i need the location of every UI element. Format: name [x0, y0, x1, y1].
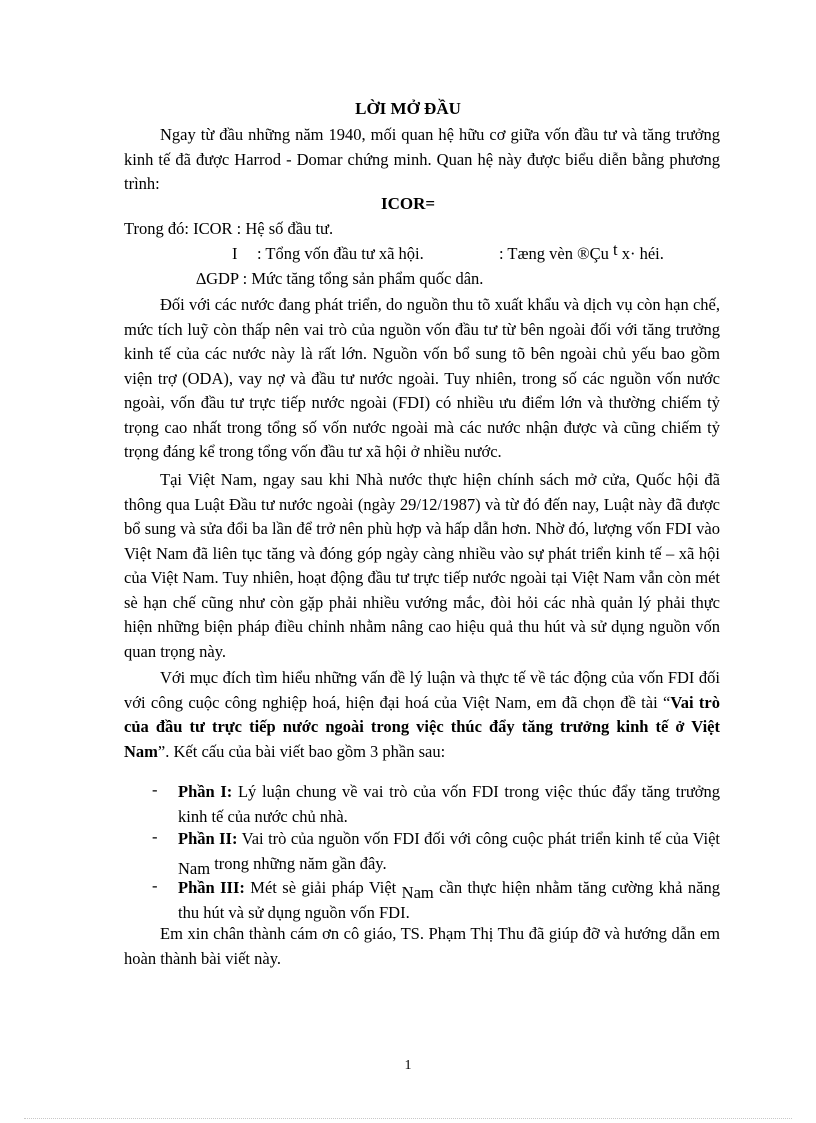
closing-paragraph: Em xin chân thành cám ơn cô giáo, TS. Phạm Thị Thu đã giúp đỡ và hướng dẫn em hoàn thành bài viết này. — [124, 924, 720, 968]
part-2-text-after: trong những năm gần đây. — [210, 853, 387, 873]
intro-paragraph: Ngay từ đầu những năm 1940, mối quan hệ hữu cơ giữa vốn đầu tư và tăng trưởng kinh tế đã được Harrod - Domar chứng minh. Quan hệ này được biểu diễn bằng phương trình: — [124, 125, 720, 193]
part-2-dash: - — [152, 827, 158, 846]
part-3-label: Phần III: — [178, 878, 245, 897]
part-3-dash: - — [152, 876, 158, 895]
footer-divider — [24, 1118, 792, 1119]
thesis-topic: Vai trò của đầu tư trực tiếp nước ngoài trong việc thúc đẩy tăng trưởng kinh tế ở Việt Nam — [124, 692, 720, 761]
page-title: LỜI MỞ ĐẦU — [355, 99, 461, 118]
garbled-definition — [499, 240, 664, 264]
part-2-text-sub: Nam — [178, 858, 211, 878]
purpose-before: Với mục đích tìm hiểu những vấn đề lý luận và thực tế về tác động của vốn FDI đối với công cuộc công nghiệp hoá, hiện đại hoá của Việt Nam, em đã chọn đề tài “ — [124, 668, 720, 712]
paragraph-vietnam-fdi: Tại Việt Nam, ngay sau khi Nhà nước thực hiện chính sách mở cửa, Quốc hội đã thông qua Luật Đầu tư nước ngoài (ngày 29/12/1987) và từ đó đến nay, Luật này đã được bổ sung và sửa đổi ba lần để trở nên phù hợp và hấp dẫn hơn. Nhờ đó, lượng vốn FDI vào Việt Nam đã liên tục tăng và đóng góp ngày càng nhiều vào sự phát triển kinh tế – xã hội của Việt Nam. Tuy nhiên, hoạt động đầu tư trực tiếp nước ngoài tại Việt Nam vẫn còn mét sè hạn chế cũng như còn gặp phải nhiều vướng mắc, đòi hỏi các nhà quản lý phải thực hiện những biện pháp điều chỉnh nhằm nâng cao hiệu quả thu hút và sử dụng nguồn vốn quan trọng này. — [124, 470, 720, 661]
part-1-label: Phần I: — [178, 782, 233, 801]
i-definition: : Tổng vốn đầu tư xã hội. — [257, 244, 424, 263]
icor-formula: ICOR= — [380, 194, 436, 213]
page-number: 1 — [404, 1058, 412, 1073]
part-1-text: Lý luận chung về vai trò của vốn FDI trong việc thúc đẩy tăng trưởng kinh tế của nước chủ nhà. — [178, 782, 720, 826]
gdp-definition: ∆GDP : Mức tăng tổng sản phẩm quốc dân. — [196, 269, 484, 288]
part-1-item — [178, 780, 720, 829]
garbled-prefix: : Tæng vèn ®Çu — [499, 244, 609, 263]
part-2-text-before: Vai trò của nguồn vốn FDI đối với công cuộc phát triển kinh tế của Việt — [237, 829, 720, 848]
part-3-text-sub: Nam — [401, 883, 434, 902]
garbled-suffix: x· héi. — [621, 244, 664, 263]
paragraph-purpose — [124, 666, 720, 764]
part-1-dash: - — [152, 780, 158, 799]
i-symbol: I — [232, 244, 238, 263]
part-3-text-after: cần thực hiện nhằm tăng cường khả năng thu hút và sử dụng nguồn vốn FDI. — [178, 878, 720, 922]
where-label: Trong đó: ICOR : Hệ số đầu tư. — [124, 219, 334, 238]
purpose-after: ”. Kết cấu của bài viết bao gồm 3 phần sau: — [157, 741, 446, 761]
part-3-item — [178, 876, 720, 925]
part-2-item — [178, 827, 720, 876]
garbled-raised: t — [613, 240, 618, 259]
paragraph-developing-countries: Đối với các nước đang phát triển, do nguồn thu tõ xuất khẩu và dịch vụ còn hạn chế, mức tích luỹ còn thấp nên vai trò của nguồn vốn đầu tư từ bên ngoài đối với tăng trưởng kinh tế của các nước này là rất lớn. Nguồn vốn bổ sung tõ bên ngoài chủ yếu bao gồm viện trợ (ODA), vay nợ và đầu tư nước ngoài. Tuy nhiên, trong số các nguồn vốn nước ngoài, vốn đầu tư trực tiếp nước ngoài (FDI) có nhiều ưu điểm lớn và thường chiếm tỷ trọng cao nhất trong tổng số vốn nước ngoài mà các nước nhận được và cũng chiếm tỷ trọng đáng kể trong tổng vốn đầu tư xã hội ở nhiều nước. — [124, 295, 720, 461]
part-2-label: Phần II: — [178, 829, 238, 848]
part-3-text-before: Mét sè giải pháp Việt — [244, 878, 402, 897]
